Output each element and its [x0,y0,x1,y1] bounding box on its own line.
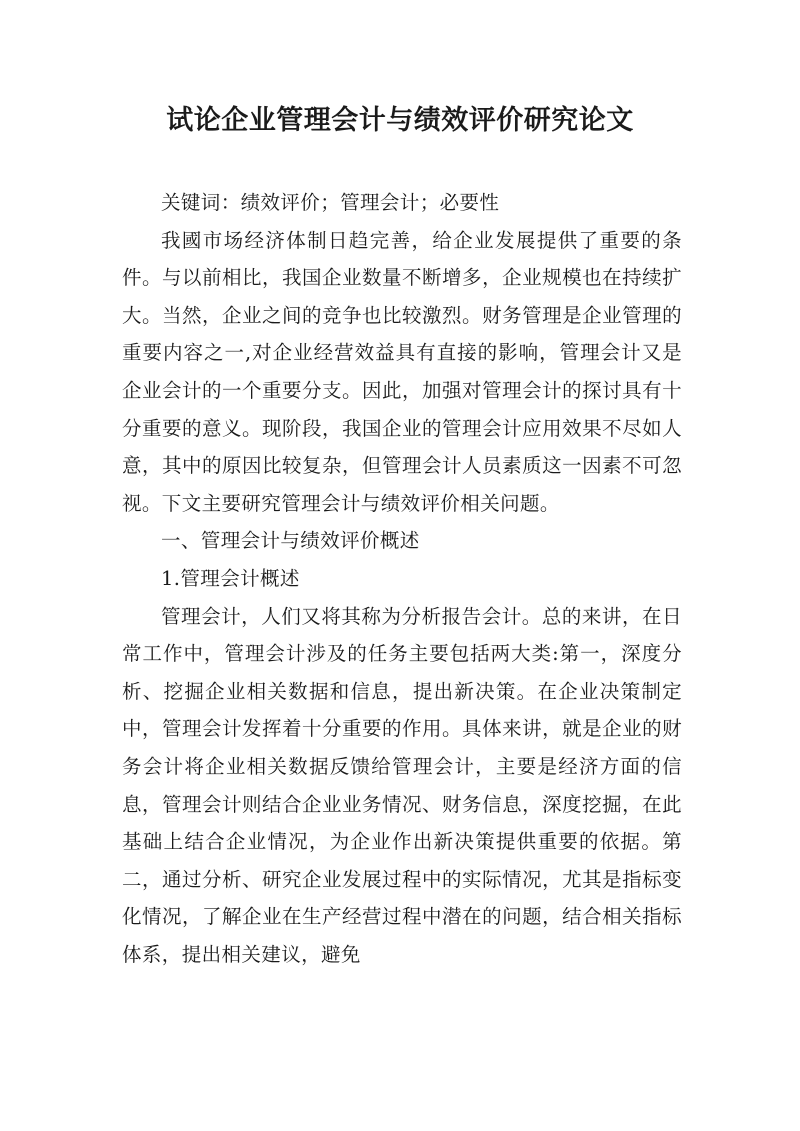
document-title: 试论企业管理会计与绩效评价研究论文 [166,105,634,136]
intro-paragraph: 我國市场经济体制日趋完善，给企业发展提供了重要的条件。与以前相比，我国企业数量不断增多，企业规模也在持续扩大。当然，企业之间的竞争也比较激烈。财务管理是企业管理的重要内容之一,对企业经营效益具有直接的影响，管理会计又是企业会计的一个重要分支。因此，加强对管理会计的探讨具有十分重要的意义。现阶段，我国企业的管理会计应用效果不尽如人意，其中的原因比较复杂，但管理会计人员素质这一因素不可忽视。下文主要研究管理会计与绩效评价相关问题。 [122,228,682,515]
section-heading: 一、管理会计与绩效评价概述 [161,529,420,553]
document-body [122,184,682,973]
subsection-heading: 1.管理会计概述 [161,566,300,590]
keywords-paragraph: 关键词：绩效评价；管理会计；必要性 [161,191,500,214]
body-paragraph: 管理会计，人们又将其称为分析报告会计。总的来讲，在日常工作中，管理会计涉及的任务主要包括两大类:第一，深度分析、挖掘企业相关数据和信息，提出新决策。在企业决策制定中，管理会计发挥着十分重要的作用。具体来讲，就是企业的财务会计将企业相关数据反馈给管理会计，主要是经济方面的信息，管理会计则结合企业业务情况、财务信息，深度挖掘，在此基础上结合企业情况，为企业作出新决策提供重要的依据。第二，通过分析、研究企业发展过程中的实际情况，尤其是指标变化情况，了解企业在生产经营过程中潜在的问题，结合相关指标体系，提出相关建议，避免 [122,604,682,966]
